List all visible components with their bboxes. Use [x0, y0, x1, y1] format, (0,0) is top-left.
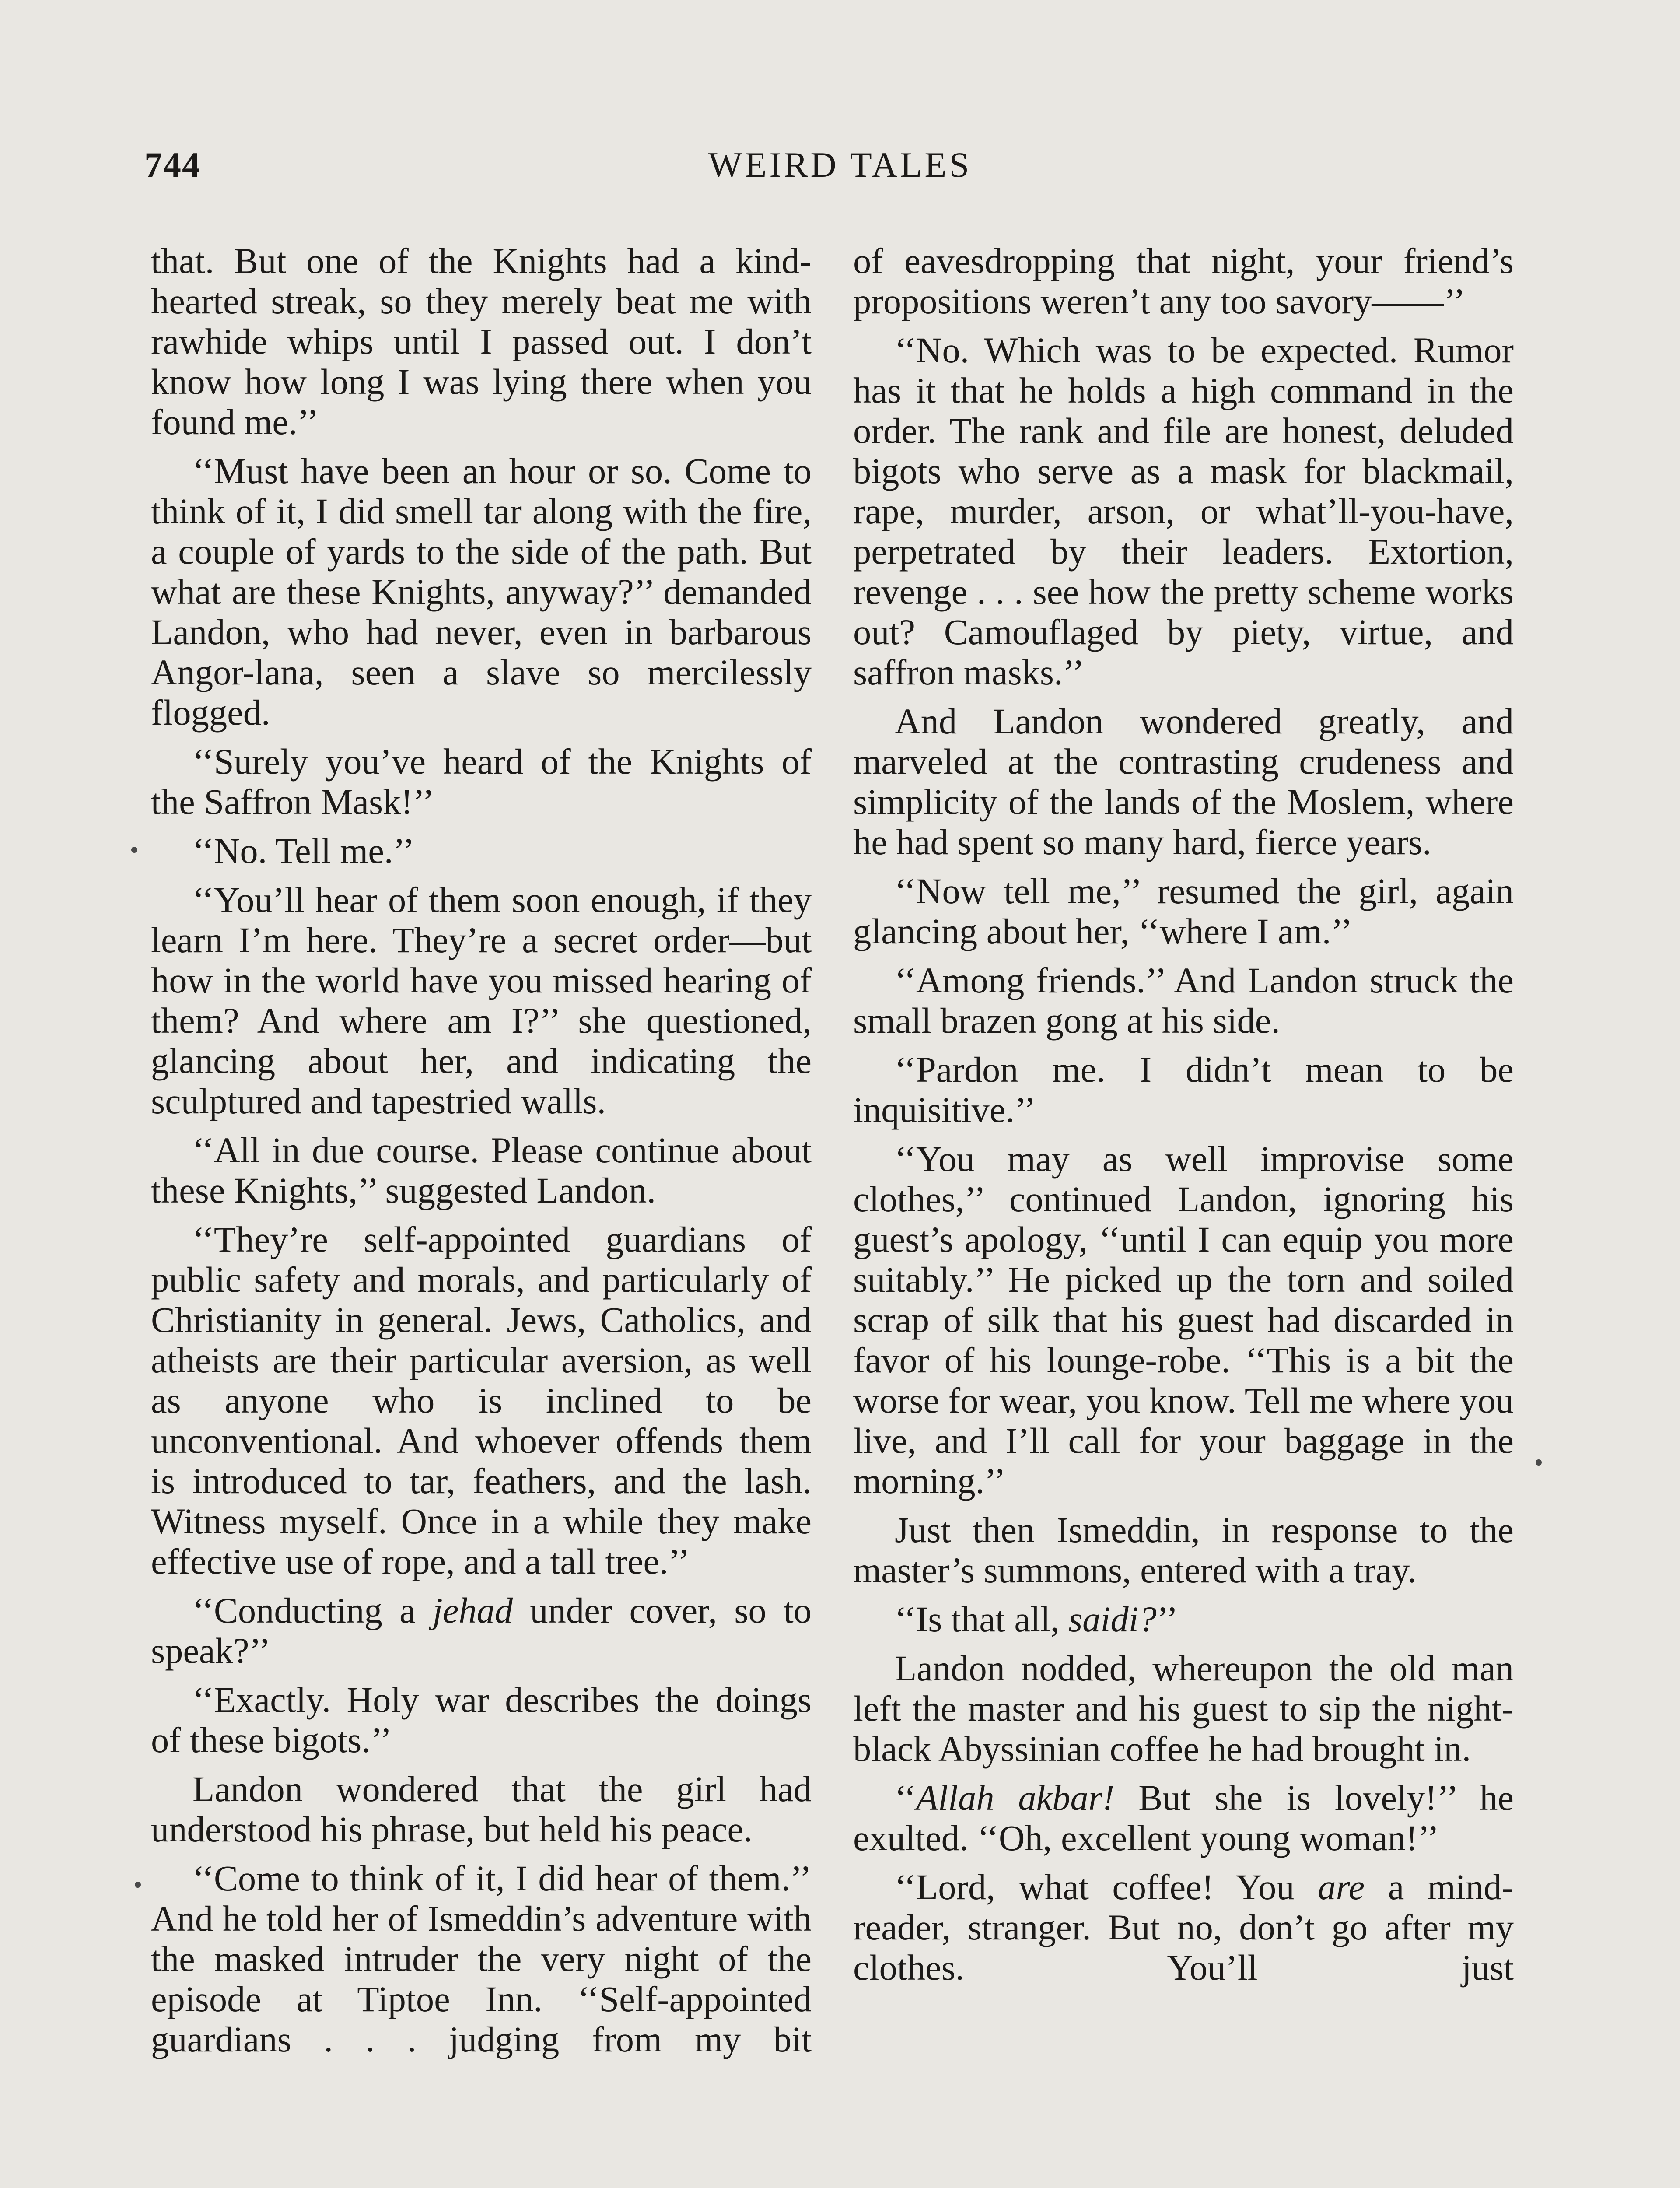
paragraph: ‘‘Must have been an hour or so. Come to think of it, I did smell tar along with the fire, a couple of yards to the side of the path. But what are these Knights, anyway?’’ demanded Landon, who had never, even in barbarous Angor-lana, seen a slave so mercilessly flogged.: [151, 451, 812, 733]
margin-speck: [1536, 1459, 1542, 1466]
page-number: 744: [144, 145, 201, 185]
paragraph: that. But one of the Knights had a kind-hearted streak, so they merely beat me with rawhide whips until I passed out. I don’t know how long I was lying there when you found me.’’: [151, 241, 812, 442]
paragraph-text: ‘‘Is that all,: [895, 1599, 1069, 1639]
paragraph: ‘‘Among friends.’’ And Landon struck the small brazen gong at his side.: [853, 960, 1514, 1041]
magazine-title: WEIRD TALES: [708, 145, 972, 185]
margin-speck: [135, 1882, 141, 1888]
paragraph: ‘‘No. Tell me.’’: [192, 831, 415, 871]
paragraph-text: ’’: [1156, 1599, 1178, 1639]
paragraph: ‘‘No. Which was to be expected. Rumor has it that he holds a high command in the order. The rank and file are honest, deluded bigots who serve as a mask for blackmail, rape, murder, arson, or what’ll-you-have, perpetrated by their leaders. Extortion, revenge . . . see how the pretty scheme works out? Camouflaged by piety, virtue, and saffron masks.’’: [853, 330, 1514, 692]
paragraph: [853, 1778, 1514, 1858]
paragraph-text: But she is lovely!’’ he exulted. ‘‘Oh, excellent young woman!’’: [853, 1778, 1514, 1858]
paragraph: Landon wondered that the girl had understood his phrase, but held his peace.: [151, 1769, 812, 1849]
paragraph: Just then Ismeddin, in response to the master’s summons, entered with a tray.: [853, 1510, 1514, 1590]
paragraph: ‘‘Come to think of it, I did hear of them.’’ And he told her of Ismeddin’s adventure with the masked intruder the very night of the episode at Tiptoe Inn. ‘‘Self-appointed guardians . . . judging from my bit: [151, 1858, 812, 2059]
italic-text: saidi?: [1068, 1599, 1157, 1639]
paragraph-text: ‘‘Conducting a: [192, 1590, 433, 1630]
paragraph: ‘‘Pardon me. I didn’t mean to be inquisitive.’’: [853, 1049, 1514, 1130]
paragraph: Landon nodded, whereupon the old man left the master and his guest to sip the night-black Abyssinian coffee he had brought in.: [853, 1648, 1514, 1769]
paragraph: ‘‘Now tell me,’’ resumed the girl, again glancing about her, ‘‘where I am.’’: [853, 871, 1514, 951]
paragraph: ‘‘Exactly. Holy war describes the doings of these bigots.’’: [151, 1680, 812, 1760]
italic-text: jehad: [432, 1590, 513, 1630]
paragraph: [853, 1867, 1514, 1988]
italic-text: are: [1318, 1867, 1365, 1907]
right-column: [853, 241, 1514, 1996]
paragraph: [151, 1590, 812, 1671]
paragraph-text: under cover, so to speak?’’: [151, 1590, 812, 1671]
paragraph: And Landon wondered greatly, and marveled at the contrasting crudeness and simplicity of the lands of the Moslem, where he had spent so many hard, fierce years.: [853, 701, 1514, 862]
paragraph: ‘‘Surely you’ve heard of the Knights of the Saffron Mask!’’: [151, 741, 812, 822]
paragraph-text: ‘‘: [895, 1778, 916, 1818]
margin-speck: [131, 847, 137, 853]
left-column: [151, 241, 812, 2068]
italic-text: Allah akbar!: [916, 1778, 1115, 1818]
paragraph: [853, 1599, 1514, 1639]
paragraph: of eavesdropping that night, your friend’s propositions weren’t any too savory——’’: [853, 241, 1514, 321]
paragraph-text: ‘‘Lord, what coffee! You: [895, 1867, 1318, 1907]
paragraph: ‘‘All in due course. Please continue about these Knights,’’ suggested Landon.: [151, 1130, 812, 1210]
paragraph: ‘‘They’re self-appointed guardians of public safety and morals, and particularly of Christianity in general. Jews, Catholics, and atheists are their particular aversion, as well as anyone who is inclined to be unconventional. And whoever offends them is introduced to tar, feathers, and the lash. Witness myself. Once in a while they make effective use of rope, and a tall tree.’’: [151, 1219, 812, 1581]
paragraph-text: a mind-reader, stranger. But no, don’t go after my clothes. You’ll just: [853, 1867, 1514, 1988]
running-head: [144, 144, 1536, 193]
paragraph: ‘‘You may as well improvise some clothes,’’ continued Landon, ignoring his guest’s apology, ‘‘until I can equip you more suitably.’’ He picked up the torn and soiled scrap of silk that his guest had discarded in favor of his lounge-robe. ‘‘This is a bit the worse for wear, you know. Tell me where you live, and I’ll call for your baggage in the morning.’’: [853, 1139, 1514, 1501]
paragraph: ‘‘You’ll hear of them soon enough, if they learn I’m here. They’re a secret order—but how in the world have you missed hearing of them? And where am I?’’ she questioned, glancing about her, and indicating the sculptured and tapestried walls.: [151, 880, 812, 1121]
